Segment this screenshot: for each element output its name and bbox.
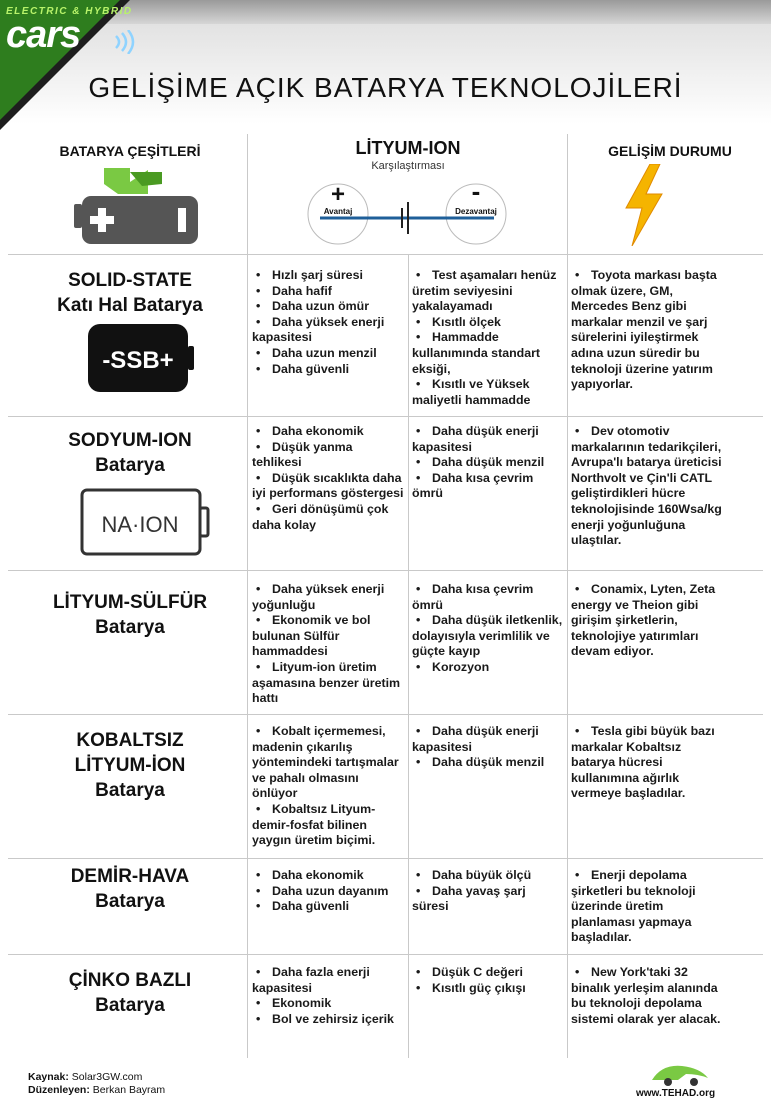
- editor-credit: Düzenleyen: Berkan Bayram: [28, 1084, 166, 1096]
- row-3-name: LİTYUM-SÜLFÜR Batarya: [52, 592, 208, 638]
- row-2-name: SODYUM-ION Batarya: [68, 430, 192, 476]
- disadvantage-label: Dezavantaj: [455, 207, 497, 216]
- col-header-types: BATARYA ÇEŞİTLERİ: [59, 143, 201, 159]
- row-3-advantages: • Daha yüksek enerji yoğunluğu • Ekonomik ve bol bulunan Sülfür hammaddesi • Lityum-ion üretim aşamasına benzer üretim hattı: [252, 582, 404, 707]
- grid-hline-4: [8, 858, 763, 859]
- ssb-battery-icon: [88, 324, 194, 392]
- na-ion-battery-icon: [80, 488, 212, 556]
- row-1-disadvantages: • Test aşamaları henüz üretim seviyesini yakalayamadı • Kısıtlı ölçek • Hammadde kullanımında standart eksiği, • Kısıtlı ve Yüksek maliyetli hammadde: [412, 268, 564, 408]
- row-2-status: • Dev otomotiv markalarının tedarikçileri, Avrupa'lı batarya üreticisi Northvolt ve Çin'li CATL geliştirdikleri hücre teknolojisinde 160Wsa/kg enerji yoğunluğuna ulaştılar.: [571, 424, 723, 549]
- row-5-disadvantages: • Daha büyük ölçü • Daha yavaş şarj süresi: [412, 868, 564, 915]
- advantage-label: Avantaj: [323, 207, 353, 216]
- site-url: www.TEHAD.org: [636, 1088, 716, 1099]
- row-1-name: SOLID-STATE Katı Hal Batarya: [57, 270, 203, 316]
- row-5-status: • Enerji depolama şirketleri bu teknoloji üzerinde üretim planlaması yapmaya başladılar.: [571, 868, 723, 946]
- row-5-advantages: • Daha ekonomik • Daha uzun dayanım • Daha güvenli: [252, 868, 404, 915]
- row-1-advantages: • Hızlı şarj süresi • Daha hafif • Daha uzun ömür • Daha yüksek enerji kapasitesi • Daha uzun menzil • Daha güvenli: [252, 268, 404, 377]
- col-header-status: GELİŞİM DURUMU: [608, 143, 732, 159]
- battery-charging-icon: [70, 164, 200, 248]
- grid-hline-0: [8, 254, 763, 255]
- car-logo-icon: [648, 1060, 712, 1088]
- ssb-badge-text: -SSB+: [102, 347, 174, 374]
- lightning-icon: [620, 164, 666, 246]
- grid-hline-2: [8, 570, 763, 571]
- brand-logo: cars: [6, 14, 81, 56]
- col-header-comparison: LİTYUM-ION: [355, 138, 461, 158]
- row-3-disadvantages: • Daha kısa çevrim ömrü • Daha düşük iletkenlik, dolayısıyla verimlilik ve güçte kayıp • Korozyon: [412, 582, 564, 676]
- row-1-status: • Toyota markası başta olmak üzere, GM, Mercedes Benz gibi markalar menzil ve şarj sürelerini iyileştirmek adına uzun süredir bu teknoloji üzerine yatırım yapıyorlar.: [571, 268, 723, 393]
- row-6-name: ÇİNKO BAZLI Batarya: [68, 970, 192, 1016]
- plus-sign: +: [330, 181, 345, 208]
- page-title: GELİŞİME AÇIK BATARYA TEKNOLOJİLERİ: [88, 72, 683, 103]
- row-4-status: • Tesla gibi büyük bazı markalar Kobaltsız batarya hücresi kullanımına ağırlık vermeye başladılar.: [571, 724, 723, 802]
- row-4-disadvantages: • Daha düşük enerji kapasitesi • Daha düşük menzil: [412, 724, 564, 771]
- col-header-comparison-sub: Karşılaştırması: [371, 160, 445, 172]
- row-3-status: • Conamix, Lyten, Zeta energy ve Theion gibi girişim şirketlerin, teknolojiye yatırımları devam ediyor.: [571, 582, 723, 660]
- brand-sub: ELECTRIC & HYBRID: [6, 6, 133, 17]
- grid-hline-3: [8, 714, 763, 715]
- grid-hline-5: [8, 954, 763, 955]
- source-credit: Kaynak: Solar3GW.com: [28, 1071, 143, 1083]
- row-6-advantages: • Daha fazla enerji kapasitesi • Ekonomik • Bol ve zehirsiz içerik: [252, 965, 404, 1027]
- minus-sign: -: [471, 176, 481, 206]
- na-ion-badge-text: NA·ION: [101, 512, 179, 537]
- row-2-advantages: • Daha ekonomik • Düşük yanma tehlikesi • Düşük sıcaklıkta daha iyi performans göstergesi • Geri dönüşümü çok daha kolay: [252, 424, 404, 533]
- row-4-advantages: • Kobalt içermemesi, madenin çıkarılış yöntemindeki tartışmalar ve pahalı olmasını önlüyor • Kobaltsız Lityum-demir-fosfat bilinen yaygın üretim biçimi.: [252, 724, 404, 849]
- row-4-name: KOBALTSIZ LİTYUM-İON Batarya: [74, 730, 186, 801]
- grid-vline-3: [408, 254, 409, 1058]
- signal-waves-icon: [112, 30, 140, 54]
- row-5-name: DEMİR-HAVA Batarya: [70, 866, 190, 912]
- row-6-status: • New York'taki 32 binalık yerleşim alanında bu teknoloji depolama sistemi olarak yer alacak.: [571, 965, 723, 1027]
- row-2-disadvantages: • Daha düşük enerji kapasitesi • Daha düşük menzil • Daha kısa çevrim ömrü: [412, 424, 564, 502]
- grid-vline-2: [567, 134, 568, 1058]
- grid-hline-1: [8, 416, 763, 417]
- row-6-disadvantages: • Düşük C değeri • Kısıtlı güç çıkışı: [412, 965, 564, 996]
